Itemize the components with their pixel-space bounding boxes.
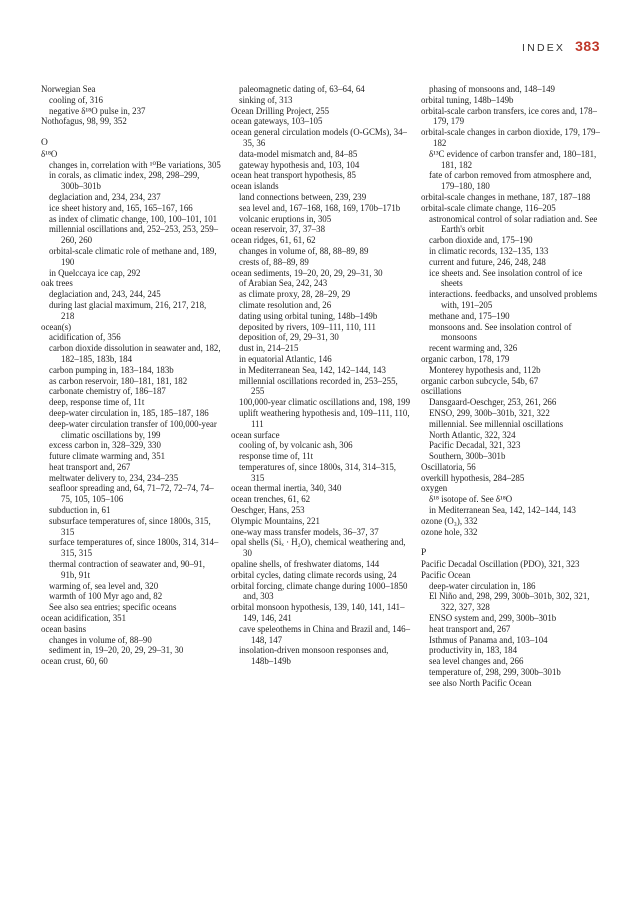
- index-entry: deposited by rivers, 109–111, 110, 111: [239, 321, 376, 332]
- index-entry: seafloor spreading and, 64, 71–72, 72–74, 74–75, 105, 105–106: [49, 483, 214, 505]
- index-entry: Monterey hypothesis and, 112b: [429, 364, 541, 375]
- index-entry: negative δ¹⁸O pulse in, 237: [49, 105, 146, 116]
- index-entry: oxygen: [421, 483, 448, 494]
- index-entry: future climate warming and, 351: [49, 451, 166, 462]
- index-columns: [41, 84, 601, 689]
- index-entry: ENSO, 299, 300b–301b, 321, 322: [429, 407, 550, 418]
- index-entry: uplift weathering hypothesis and, 109–111, 110, 111: [239, 407, 410, 429]
- index-entry: heat transport and, 267: [429, 623, 511, 634]
- index-entry: current and future, 246, 248, 248: [429, 256, 546, 267]
- spacer: [41, 127, 221, 138]
- index-entry: changes in, correlation with ¹⁰Be variations, 305: [49, 159, 221, 170]
- index-entry: response time of, 11t: [239, 451, 314, 462]
- index-entry: deglaciation and, 234, 234, 237: [49, 191, 161, 202]
- index-entry: ocean crust, 60, 60: [41, 656, 108, 667]
- index-entry: Southern, 300b–301b: [429, 451, 506, 462]
- index-entry: El Niño and, 298, 299, 300b–301b, 302, 321, 322, 327, 328: [429, 591, 590, 613]
- index-entry: Oscillatoria, 56: [421, 461, 476, 472]
- index-entry: thermal contraction of seawater and, 90–91, 91b, 91t: [49, 559, 205, 580]
- index-entry: as climate proxy, 28, 28–29, 29: [239, 289, 351, 300]
- index-entry: in equatorial Atlantic, 146: [239, 353, 332, 364]
- index-entry: productivity in, 183, 184: [429, 645, 518, 656]
- index-entry: changes in volume of, 88, 88–89, 89: [239, 245, 369, 256]
- index-entry: sinking of, 313: [239, 94, 293, 105]
- index-entry: Pacific Ocean: [421, 569, 471, 580]
- index-entry: carbon dioxide dissolution in seawater and, 182, 182–185, 183b, 184: [49, 343, 221, 364]
- index-entry: sediment in, 19–20, 20, 29, 29–31, 30: [49, 645, 184, 656]
- index-entry: ocean acidification, 351: [41, 613, 127, 624]
- index-entry: meltwater delivery to, 234, 234–235: [49, 472, 179, 483]
- index-entry: fate of carbon removed from atmosphere and, 179–180, 180: [429, 170, 592, 192]
- index-entry: oak trees: [41, 278, 73, 289]
- index-entry: ocean basins: [41, 623, 87, 634]
- index-entry: overkill hypothesis, 284–285: [421, 472, 525, 483]
- index-entry: recent warming and, 326: [429, 343, 518, 354]
- index-entry: Oeschger, Hans, 253: [231, 505, 305, 516]
- page-number: 383: [575, 38, 600, 54]
- index-entry: Dansgaard-Oeschger, 253, 261, 266: [429, 397, 557, 408]
- index-entry: Pacific Decadal Oscillation (PDO), 321, 323: [421, 559, 580, 570]
- index-entry: land connections between, 239, 239: [239, 191, 367, 202]
- index-entry: see also North Pacific Ocean: [429, 677, 532, 688]
- index-entry: ice sheets and. See insolation control of ice sheets: [429, 267, 583, 289]
- index-entry: in Mediterranean Sea, 142, 142–144, 143: [239, 364, 386, 375]
- index-entry: carbonate chemistry of, 186–187: [49, 386, 166, 397]
- index-entry: Isthmus of Panama and, 103–104: [429, 634, 548, 645]
- index-entry: organic carbon, 178, 179: [421, 353, 510, 364]
- index-entry: orbital monsoon hypothesis, 139, 140, 141, 141–149, 146, 241: [231, 602, 405, 624]
- index-entry: Pacific Decadal, 321, 323: [429, 440, 521, 451]
- index-entry: crests of, 88–89, 89: [239, 256, 309, 267]
- index-entry: deposition of, 29, 29–31, 30: [239, 332, 339, 343]
- index-entry: cooling of, by volcanic ash, 306: [239, 440, 353, 451]
- index-column-1: [41, 84, 221, 689]
- index-entry: opaline shells, of freshwater diatoms, 144: [231, 559, 380, 570]
- index-entry: organic carbon subcycle, 54b, 67: [421, 375, 539, 386]
- index-entry: excess carbon in, 328–329, 330: [49, 440, 161, 451]
- spacer: [421, 537, 601, 548]
- index-entry: warming of, sea level and, 320: [49, 580, 159, 591]
- index-entry: ocean(s): [41, 321, 72, 332]
- index-entry: astronomical control of solar radiation and. See Earth's orbit: [429, 213, 598, 235]
- index-entry: cooling of, 316: [49, 94, 103, 105]
- index-entry: changes in volume of, 88–90: [49, 634, 152, 645]
- index-entry: ocean reservoir, 37, 37–38: [231, 224, 326, 235]
- index-entry: ENSO system and, 299, 300b–301b: [429, 613, 557, 624]
- index-entry: sea level changes and, 266: [429, 656, 524, 667]
- index-entry: deep, response time of, 11t: [49, 397, 145, 408]
- index-column-3: [421, 84, 601, 689]
- index-entry: orbital cycles, dating climate records using, 24: [231, 569, 397, 580]
- index-entry: ice sheet history and, 165, 165–167, 166: [49, 202, 193, 213]
- index-entry: orbital tuning, 148b–149b: [421, 94, 514, 105]
- index-entry: as carbon reservoir, 180–181, 181, 182: [49, 375, 188, 386]
- index-entry: millennial oscillations recorded in, 253–255, 255: [239, 375, 398, 397]
- index-entry: opal shells (Siₓ · H₂O), chemical weathering and, 30: [231, 537, 406, 559]
- index-entry: volcanic eruptions in, 305: [239, 213, 332, 224]
- running-header: [522, 38, 600, 54]
- index-entry: dating using orbital tuning, 148b–149b: [239, 310, 378, 321]
- index-entry: carbon pumping in, 183–184, 183b: [49, 364, 174, 375]
- index-entry: oscillations: [421, 386, 462, 397]
- index-entry: δ¹⁸ isotope of. See δ¹⁸O: [429, 494, 513, 505]
- index-entry: δ¹⁸O: [41, 148, 58, 159]
- index-entry: climate resolution and, 26: [239, 299, 332, 310]
- index-entry: ocean ridges, 61, 61, 62: [231, 235, 316, 246]
- index-entry: of Arabian Sea, 242, 243: [239, 278, 328, 289]
- index-entry: millennial. See millennial oscillations: [429, 418, 564, 429]
- index-entry: during last glacial maximum, 216, 217, 218, 218: [49, 299, 207, 321]
- index-entry: one-way mass transfer models, 36–37, 37: [231, 526, 379, 537]
- index-entry: millennial oscillations and, 252–253, 253, 259–260, 260: [49, 224, 219, 246]
- index-entry: Olympic Mountains, 221: [231, 515, 320, 526]
- index-entry: orbital-scale climatic role of methane and, 189, 190: [49, 245, 217, 267]
- index-entry: ozone hole, 332: [421, 526, 478, 537]
- index-entry: deglaciation and, 243, 244, 245: [49, 289, 161, 300]
- index-entry: 100,000-year climatic oscillations and, 198, 199: [239, 397, 411, 408]
- index-entry: warmth of 100 Myr ago and, 82: [49, 591, 163, 602]
- index-entry: interactions. feedbacks, and unsolved problems with, 191–205: [429, 289, 598, 310]
- index-column-2: [231, 84, 411, 689]
- index-entry: orbital-scale carbon transfers, ice cores and, 178–179, 179: [421, 105, 597, 127]
- index-entry: ocean trenches, 61, 62: [231, 494, 311, 505]
- index-entry: in Mediterranean Sea, 142, 142–144, 143: [429, 505, 576, 516]
- index-entry: ozone (O₃), 332: [421, 515, 478, 526]
- index-entry: Norwegian Sea: [41, 84, 96, 94]
- index-entry: in climatic records, 132–135, 133: [429, 245, 549, 256]
- index-entry: orbital-scale changes in methane, 187, 187–188: [421, 191, 591, 202]
- index-entry: orbital-scale climate change, 116–205: [421, 202, 556, 213]
- index-entry: ocean heat transport hypothesis, 85: [231, 170, 356, 181]
- index-entry: ocean islands: [231, 181, 279, 192]
- section-letter: P: [421, 548, 427, 559]
- index-entry: phasing of monsoons and, 148–149: [429, 84, 555, 94]
- index-entry: insolation-driven monsoon responses and, 148b–149b: [239, 645, 389, 667]
- index-entry: deep-water circulation in, 186: [429, 580, 536, 591]
- index-entry: subsurface temperatures of, since 1800s, 315, 315: [49, 515, 211, 537]
- index-entry: carbon dioxide and, 175–190: [429, 235, 533, 246]
- index-entry: Ocean Drilling Project, 255: [231, 105, 330, 116]
- index-entry: ocean surface: [231, 429, 280, 440]
- header-label: INDEX: [522, 42, 566, 54]
- index-entry: North Atlantic, 322, 324: [429, 429, 516, 440]
- index-entry: dust in, 214–215: [239, 343, 299, 354]
- index-entry: methane and, 175–190: [429, 310, 510, 321]
- index-entry: subduction in, 61: [49, 505, 111, 516]
- index-entry: ocean gateways, 103–105: [231, 116, 323, 127]
- index-entry: cave speleothems in China and Brazil and, 146–148, 147: [239, 623, 411, 645]
- index-entry: See also sea entries; specific oceans: [49, 602, 177, 613]
- index-entry: data-model mismatch and, 84–85: [239, 148, 358, 159]
- index-entry: temperature of, 298, 299, 300b–301b: [429, 667, 561, 678]
- index-entry: deep-water circulation transfer of 100,000-year climatic oscillations by, 199: [49, 418, 217, 440]
- index-entry: δ¹³C evidence of carbon transfer and, 180–181, 181, 182: [429, 148, 597, 170]
- index-entry: ocean sediments, 19–20, 20, 29, 29–31, 30: [231, 267, 383, 278]
- index-entry: heat transport and, 267: [49, 461, 131, 472]
- index-entry: paleomagnetic dating of, 63–64, 64: [239, 84, 365, 94]
- index-entry: as index of climatic change, 100, 100–101, 101: [49, 213, 218, 224]
- index-entry: in Quelccaya ice cap, 292: [49, 267, 141, 278]
- index-entry: deep-water circulation in, 185, 185–187, 186: [49, 407, 209, 418]
- index-entry: temperatures of, since 1800s, 314, 314–315, 315: [239, 461, 397, 483]
- section-letter: O: [41, 137, 48, 148]
- index-entry: surface temperatures of, since 1800s, 314, 314–315, 315: [49, 537, 219, 559]
- index-entry: orbital forcing, climate change during 1000–1850 and, 303: [231, 580, 408, 602]
- index-entry: orbital-scale changes in carbon dioxide, 179, 179–182: [421, 127, 600, 148]
- index-entry: acidification of, 356: [49, 332, 121, 343]
- index-entry: monsoons and. See insolation control of monsoons: [429, 321, 572, 343]
- index-entry: ocean general circulation models (O-GCMs), 34–35, 36: [231, 127, 407, 148]
- index-entry: ocean thermal inertia, 340, 340: [231, 483, 342, 494]
- index-entry: gateway hypothesis and, 103, 104: [239, 159, 360, 170]
- index-entry: Nothofagus, 98, 99, 352: [41, 116, 127, 127]
- index-entry: in corals, as climatic index, 298, 298–299, 300b–301b: [49, 170, 200, 192]
- index-entry: sea level and, 167–168, 168, 169, 170b–171b: [239, 202, 401, 213]
